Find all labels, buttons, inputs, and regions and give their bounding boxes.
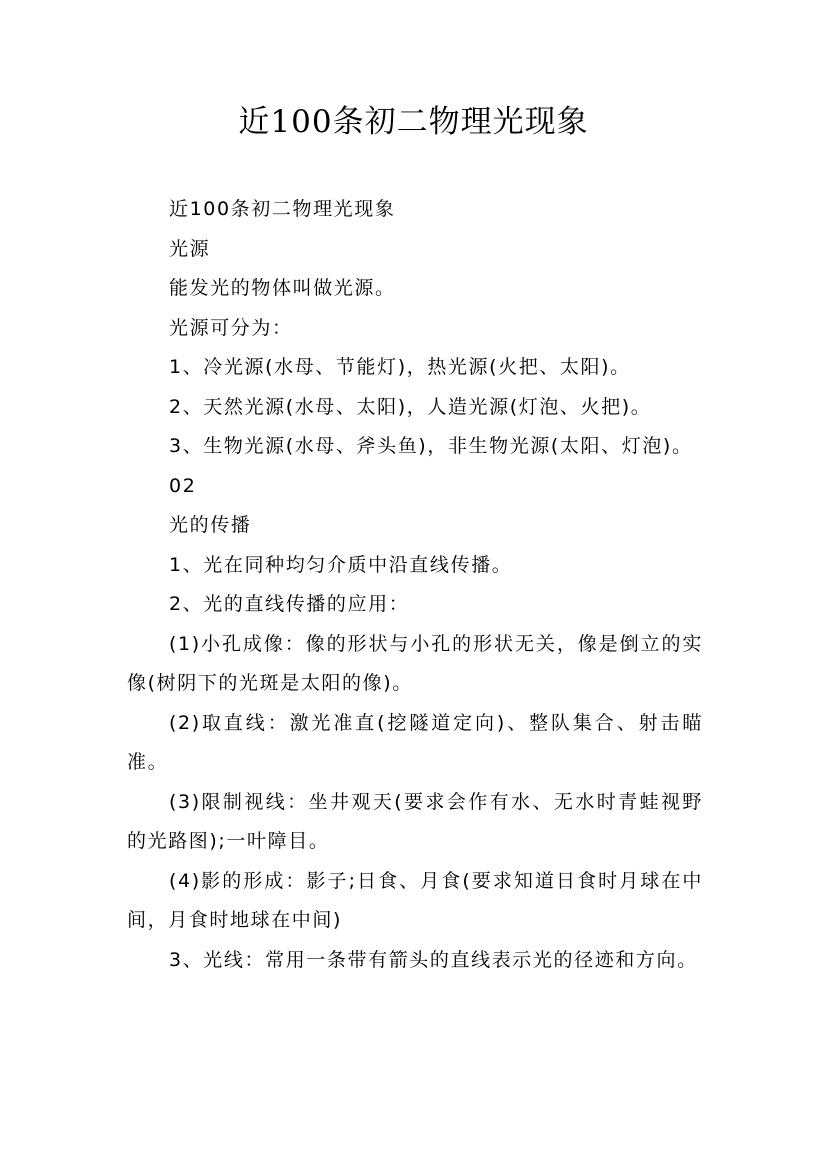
paragraph: 1、冷光源(水母、节能灯)，热光源(火把、太阳)。 — [169, 356, 631, 378]
paragraph: (2)取直线：激光准直(挖隧道定向)、整队集合、射击瞄准。 — [127, 711, 703, 773]
paragraph-section-propagation: 光的传播 — [169, 514, 252, 536]
paragraph: 光源可分为： — [169, 316, 293, 339]
paragraph: 能发光的物体叫做光源。 — [169, 277, 396, 299]
paragraph: 3、光线：常用一条带有箭头的直线表示光的径迹和方向。 — [169, 948, 698, 971]
paragraph-section-number: 02 — [169, 474, 197, 497]
paragraph: (3)限制视线：坐井观天(要求会作有水、无水时青蛙视野的光路图);一叶障目。 — [127, 790, 703, 852]
paragraph-section-light-source: 光源 — [169, 237, 211, 260]
document-title: 近100条初二物理光现象 — [238, 104, 589, 140]
paragraph: 1、光在同种均匀介质中沿直线传播。 — [169, 553, 513, 576]
paragraph: 3、生物光源(水母、斧头鱼)，非生物光源(太阳、灯泡)。 — [169, 435, 693, 457]
paragraph: (4)影的形成：影子;日食、月食(要求知道日食时月球在中间，月食时地球在中间) — [127, 869, 703, 931]
paragraph-heading-repeat: 近100条初二物理光现象 — [169, 198, 396, 220]
document-body — [127, 190, 703, 980]
paragraph: 2、天然光源(水母、太阳)，人造光源(灯泡、火把)。 — [169, 395, 652, 418]
paragraph: (1)小孔成像：像的形状与小孔的形状无关，像是倒立的实像(树阴下的光斑是太阳的像)。 — [127, 632, 703, 694]
paragraph: 2、光的直线传播的应用： — [169, 593, 410, 615]
